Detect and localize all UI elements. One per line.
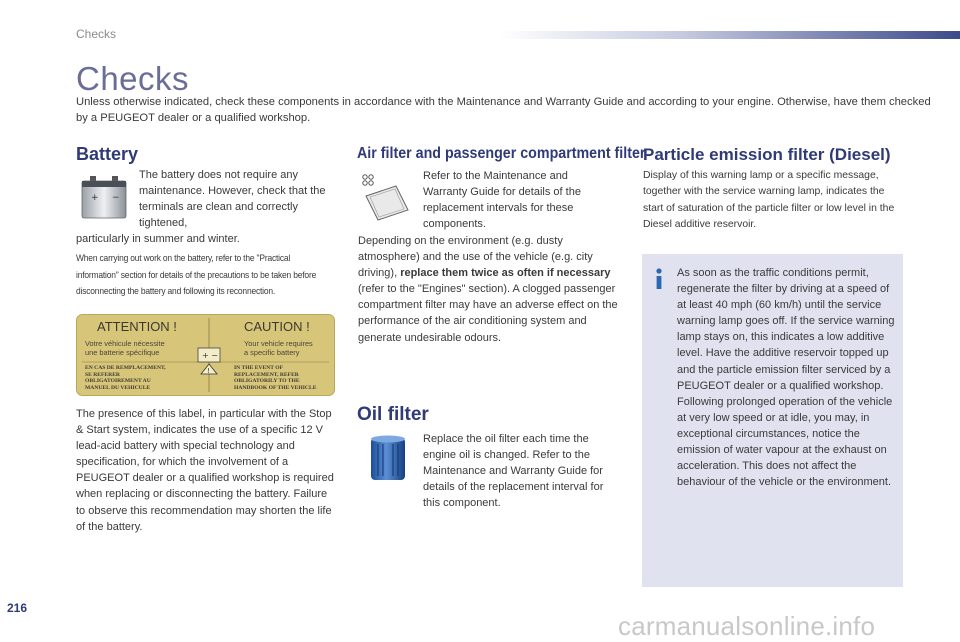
label-fr-bottom: EN CAS DE REMPLACEMENT, SE REFERER OBLIGATOIREMENT AU MANUEL DU VEHICULE	[85, 365, 166, 391]
battery-text-continued: particularly in summer and winter.	[76, 233, 240, 245]
air-filter-text-continued: Depending on the environment (e.g. dusty atmosphere) and the use of the vehicle (e.g. city driving), replace them twice as often if necessary (refer to the "Engines" section). A clogged passenger compartment filter may have an adverse effect on the performance of the air conditioning system and generate undesirable odours.	[358, 235, 618, 344]
page-title: Checks	[76, 60, 190, 97]
svg-text:−: −	[112, 193, 120, 203]
battery-presence-text: The presence of this label, in particular with the Stop & Start system, indicates the use of a specific 12 V lead-acid battery with special technology and specification, for which the involvement of a PEUGEOT dealer or a qualified workshop is required when replacing or disconnecting the battery. Failure to observe this recommendation may shorten the life of the battery.	[76, 408, 334, 533]
oil-filter-text: Replace the oil filter each time the engine oil is changed. Refer to the Maintenance and Warranty Guide for details of the replacement interval for this component.	[423, 433, 604, 510]
watermark: carmanualsonline.info	[618, 611, 876, 641]
battery-icon	[76, 172, 132, 222]
info-icon	[652, 268, 666, 290]
particle-filter-heading: Particle emission filter (Diesel)	[643, 145, 891, 164]
label-caution: CAUTION !	[244, 319, 310, 334]
label-attention: ATTENTION !	[97, 319, 177, 334]
svg-text:+ −: + −	[202, 351, 218, 360]
page-number: 216	[7, 601, 28, 615]
battery-text: The battery does not require any maintenance. However, check that the terminals are clean and correctly tightened,	[139, 169, 326, 230]
air-filter-text: Refer to the Maintenance and Warranty Guide for details of the replacement intervals for these components.	[423, 170, 581, 231]
label-en-bottom: IN THE EVENT OF REPLACEMENT, REFER OBLIGATORILY TO THE HANDBOOK OF THE VEHICLE	[234, 365, 317, 391]
oil-filter-icon	[368, 434, 408, 484]
air-filter-emphasis: replace them twice as often if necessary	[400, 267, 611, 280]
svg-text:+: +	[91, 193, 99, 203]
intro-text: Unless otherwise indicated, check these components in accordance with the Maintenance and Warranty Guide and according to your engine. Otherwise, have them checked by a PEUGEOT dealer or a qualified workshop.	[76, 96, 931, 124]
label-en-text: Your vehicle requires a specific battery	[244, 339, 313, 357]
info-text: As soon as the traffic conditions permit, regenerate the filter by driving at a speed of at least 40 mph (60 km/h) until the service warning lamp goes off. If the service warning lamp stays on, this indicates a low additive level. Have the additive reservoir topped up and the particle emission filter serviced by a PEUGEOT dealer or a qualified workshop. Following prolonged operation of the vehicle at very low speed or at idle, you may, in exceptional circumstances, notice the emission of water vapour at the exhaust on acceleration. This does not affect the behaviour of the vehicle or the environment.	[677, 267, 895, 489]
battery-note: When carrying out work on the battery, refer to the "Practical information" section for details of the precautions to be taken before disconnecting the battery and following its reconnection.	[76, 253, 317, 297]
air-filter-icon	[360, 172, 412, 224]
oil-filter-heading: Oil filter	[357, 404, 429, 425]
particle-filter-text: Display of this warning lamp or a specific message, together with the service warning lamp, indicates the start of saturation of the particle filter or low level in the Diesel additive reservoir.	[643, 170, 895, 230]
air-filter-heading: Air filter and passenger compartment filter	[357, 145, 646, 162]
battery-warning-label	[76, 314, 335, 396]
header-gradient-bar	[500, 31, 960, 39]
battery-heading: Battery	[76, 144, 139, 164]
svg-text:!: !	[207, 367, 210, 375]
section-header: Checks	[76, 27, 117, 41]
label-fr-text: Votre véhicule nécessite une batterie spécifique	[85, 339, 165, 357]
